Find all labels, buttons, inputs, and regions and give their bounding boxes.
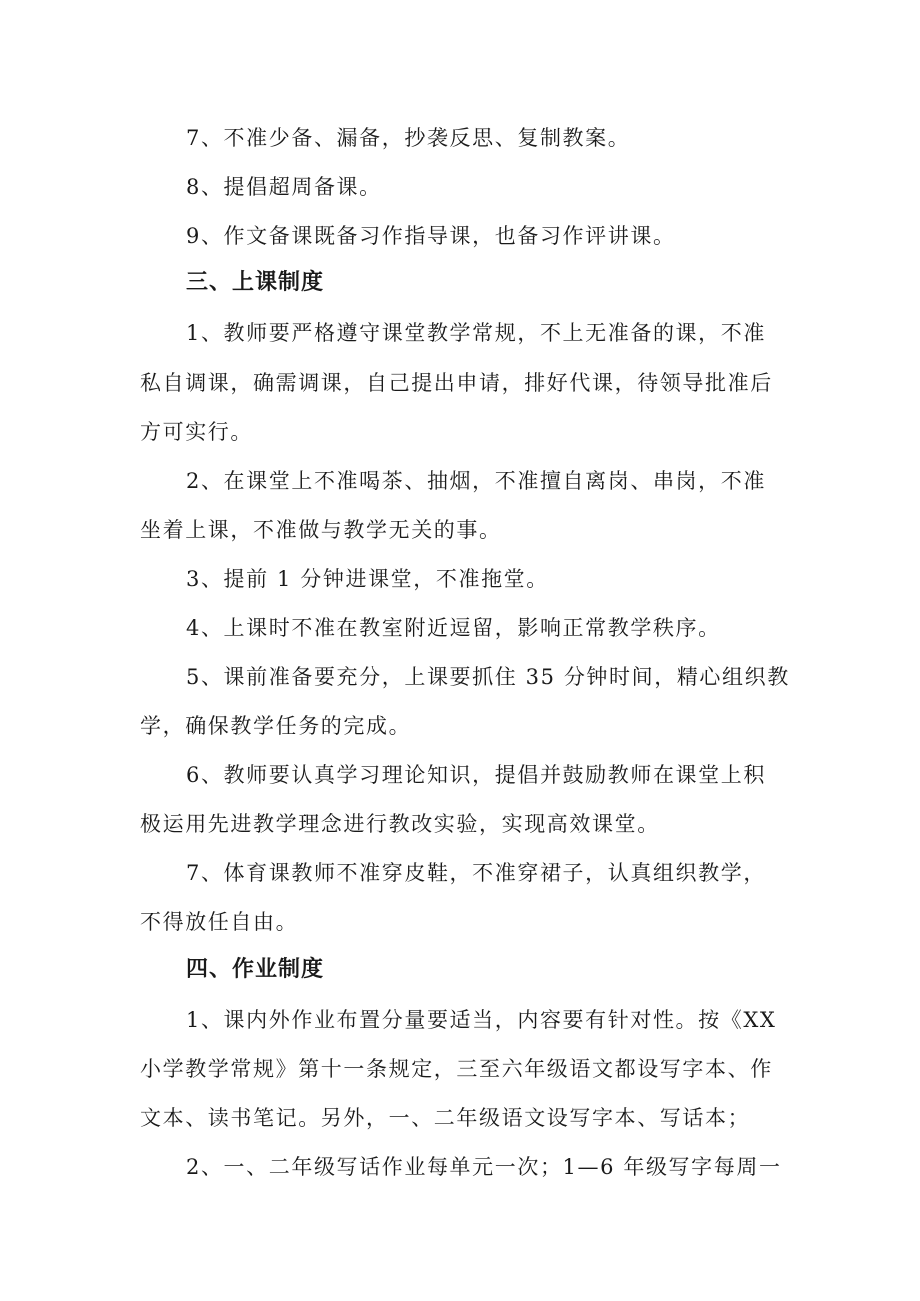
- rule-class-6-line2: 极运用先进教学理念进行教改实验，实现高效课堂。: [140, 812, 660, 836]
- rule-homework-1-line3: 文本、读书笔记。另外，一、二年级语文设写字本、写话本；: [140, 1106, 751, 1130]
- rule-class-2-line1: 2、在课堂上不准喝茶、抽烟，不准擅自离岗、串岗，不准: [186, 469, 766, 493]
- rule-class-6-line1: 6、教师要认真学习理论知识，提倡并鼓励教师在课堂上积: [186, 763, 766, 787]
- rule-class-1-line1: 1、教师要严格遵守课堂教学常规，不上无准备的课，不准: [186, 321, 766, 345]
- rule-class-7-line1: 7、体育课教师不准穿皮鞋，不准穿裙子，认真组织教学，: [186, 861, 766, 885]
- section-heading-class-system: 三、上课制度: [186, 270, 325, 295]
- rule-class-2-line2: 坐着上课，不准做与教学无关的事。: [140, 518, 502, 542]
- rule-homework-1-line2: 小学教学常规》第十一条规定，三至六年级语文都设写字本、作: [140, 1057, 773, 1081]
- rule-class-5-line1: 5、课前准备要充分，上课要抓住 35 分钟时间，精心组织教: [186, 665, 790, 689]
- rule-class-7-line2: 不得放任自由。: [140, 910, 299, 934]
- rule-prep-9: 9、作文备课既备习作指导课，也备习作评讲课。: [186, 224, 676, 248]
- rule-homework-2-line1: 2、一、二年级写话作业每单元一次；1—6 年级写字每周一: [186, 1155, 782, 1179]
- rule-class-1-line3: 方可实行。: [140, 420, 253, 444]
- rule-class-1-line2: 私自调课，确需调课，自己提出申请，排好代课，待领导批准后: [140, 371, 773, 395]
- rule-class-5-line2: 学，确保教学任务的完成。: [140, 714, 412, 738]
- rule-homework-1-line1: 1、课内外作业布置分量要适当，内容要有针对性。按《XX: [186, 1008, 777, 1032]
- rule-class-4: 4、上课时不准在教室附近逗留，影响正常教学秩序。: [186, 616, 721, 640]
- rule-prep-7: 7、不准少备、漏备，抄袭反思、复制教案。: [186, 126, 631, 150]
- rule-class-3: 3、提前 1 分钟进课堂，不准拖堂。: [186, 567, 549, 591]
- section-heading-homework-system: 四、作业制度: [186, 957, 325, 982]
- rule-prep-8: 8、提倡超周备课。: [186, 175, 382, 199]
